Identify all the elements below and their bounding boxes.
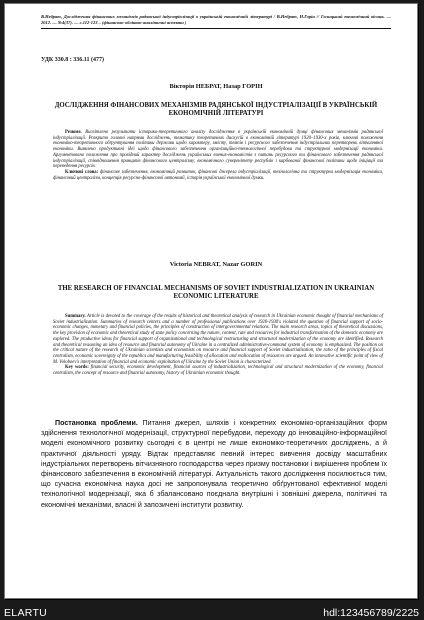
body-paragraph — [41, 418, 387, 510]
summary-ukrainian — [53, 130, 383, 170]
body-text: Питання джерел, шляхів і конкретних економіко-організаційних форм здійснення технологічної модернізації, структурної перебудови, переходу до інноваційно-інформаційної моделі економічного розвитку сьогодні є в центрі не лише економіко-теоретичних досліджень, а й практичної діяльності уряду. Відтак представляє певний інтерес вивчення досвіду масштабних індустріальних перетворень вітчизняного господарства через призму постановки і вирішення проблем їх фінансового забезпечення в економічній літературі. Актуальність такого дослідження посилюється тим, що сучасна економічна наука досі не запропонувала теоретично обґрунтованої ефективної моделі технологічної модернізації, яка б збалансовано поєднала внутрішні і зовнішні джерела, політичні та економічні механізми, власні й запозичені інститути розвитку. — [41, 419, 387, 509]
summary-lead: Summary. — [65, 314, 86, 319]
keywords-ukrainian — [53, 170, 383, 181]
citation-header: В.Небрат, Дослідження фінансових механізмів радянської індустріалізації в українській економічній літературі / В.Небрат, Н.Горін // Галицький економічний вісник. — 2012. — №4(37). — с.112-123 – (фінансово-обліково-аналітичні аспекти ) — [41, 14, 391, 29]
body-lead: Постановка проблеми. — [55, 419, 138, 427]
keywords-lead: Ключові слова: — [65, 169, 99, 175]
keywords-text: financial security, economic development, financial sources of industrialization, technological and structural modernization of the economy, financial centralism, the concept of resource and financial autonomy, history of Ukrainian economic thought. — [53, 365, 384, 377]
summary-text: Висвітлено результати історико-теоретичного аналізу дослідження в українській економічній думці фінансових механізмів радянської індустріалізації. Розкрито головні напрями досліджень, тематику теоретичних дискусій в економічній літературі 1920–1930-х років, ключові положення економіко-теоретичного обґрунтування політики держави щодо характеру, змісту, темпів і ресурсного забезпечення індустріальних перетворень вітчизняної економіки. Виявлено продуктивні ідеї щодо фінансового забезпечення організаційно-технологічної перебудови та структурної модернізації економіки. Аргументовано положення про провідний характер досліджень українських вчених-економістів з питань ресурсного та фінансового забезпечення радянської індустріалізації, співвідношення принципів фінансового централізму, економічного суверенітету республік і карбованої фінансової політики щодо ініціації та переведення ресурсів. — [53, 130, 383, 170]
summary-english — [53, 314, 383, 365]
handle-label: hdl:123456789/2225 — [323, 607, 419, 619]
repository-label: ELARTU — [4, 607, 48, 619]
title-english: THE RESEARCH OF FINANCIAL MECHANISMS OF SOVIET INDUSTRIALIZATION IN UKRAINIAN ECONOMIC LITERATURE — [57, 285, 375, 301]
summary-text: Article is devoted to the coverage of the results of historical and theoretical analysis of research in Ukrainian economic thought of financial mechanisms of Soviet industrialization. Summaries of research centers and a number of professional publications over 1920-1930's violated the question of financial support of socio-economic changes, monetary and financial policies, the principles of construction of intergovernmental relations. The main research areas, topics of theoretical discussions, the key provision of economic and theoretical study of state policy concerning the nature, content, rate and resources for industrial transformation of the domestic economy are explored. The productive ideas for financial support of organizational and technological restructuring and structural modernization of the economy are identified. Research and theoretical reasoning an idea of resource and financial autonomy of Ukraine in a centralized administrative-command system of economy is emphasized. The position on the critical nature of the research of Ukrainian scientists and economists on resource and financial support of Soviet industrialization, the ratio of the principles of fiscal centralism, economic sovereignty of the republics and manufacturing feasibility of allocation and reallocation of resources are argued. An innovative scientific point of view of M. Voloboev's interpretation of financial and economic exploitation of Ukraine by the Soviet Union is characterized. — [53, 314, 383, 365]
document-page — [4, 3, 418, 599]
keywords-text: фінансове забезпечення, економічний розвиток, фінансові джерела індустріалізації, технологічна та структурна модернізація економіки, фінансовий централізм, концепція ресурсно-фінансової автономії, історія української економічної думки. — [53, 169, 384, 181]
authors-ukrainian: Вікторія НЕБРАТ, Назар ГОРІН — [169, 83, 263, 90]
keywords-english — [53, 365, 383, 376]
abstract-ukrainian — [53, 130, 383, 181]
udc-code: УДК 330.8 : 336.11 (477) — [41, 57, 104, 63]
authors-english: Victoria NEBRAT, Nazar GORIN — [169, 261, 263, 268]
abstract-english — [53, 314, 383, 377]
summary-lead: Резюме. — [65, 130, 82, 135]
title-ukrainian: ДОСЛІДЖЕННЯ ФІНАНСОВИХ МЕХАНІЗМІВ РАДЯНСЬКОЇ ІНДУСТРІАЛІЗАЦІЇ В УКРАЇНСЬКІЙ ЕКОНОМІЧНІЙ ЛІТЕРАТУРІ — [54, 102, 378, 118]
keywords-lead: Key words: — [65, 365, 89, 371]
